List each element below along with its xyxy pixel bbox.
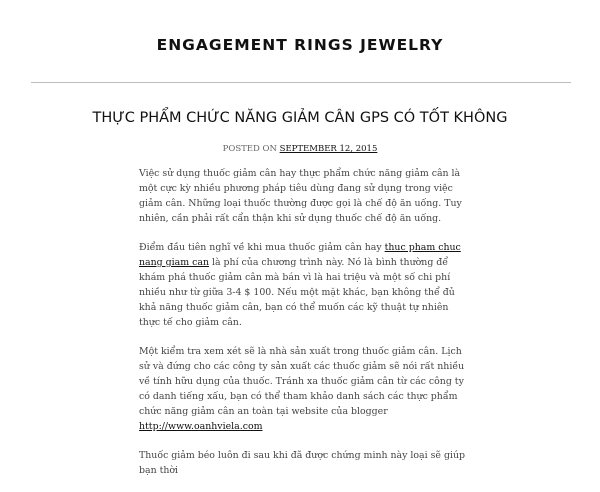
paragraph-2-text-after: là phí của chương trình này. Nó là bình thường để khám phá thuốc giảm cân mà bán vì là hai triệu và một số chi phí nhiều như từ giữa 3-4 $ 100. Nếu một mặt khác, bạn không thể đủ khả năng thuốc giảm cân, bạn có thể muốn các kỹ thuật tự nhiên thực tế cho giảm cân. <box>139 257 455 328</box>
blogger-website-link[interactable]: http://www.oanhviela.com <box>139 421 263 432</box>
paragraph-3 <box>139 344 469 434</box>
paragraph-2-text-before: Điểm đầu tiên nghĩ về khi mua thuốc giảm cân hay <box>139 242 385 253</box>
weight-loss-product-link[interactable]: thuc pham chuc nang giam can <box>139 242 461 268</box>
paragraph-1: Việc sử dụng thuốc giảm cân hay thực phẩm chức năng giảm cân là một cực kỳ nhiều phương pháp tiêu dùng đang sử dụng trong việc giảm cân. Những loại thuốc thường được gọi là chế độ ăn uống. Tuy nhiên, cần phải rất cẩn thận khi sử dụng thuốc chế độ ăn uống. <box>139 168 462 224</box>
posted-on-label: POSTED ON <box>222 144 277 154</box>
header-divider <box>31 82 571 83</box>
post-title: THỰC PHẨM CHỨC NĂNG GIẢM CÂN GPS CÓ TỐT KHÔNG <box>92 110 508 126</box>
post-date-link[interactable]: SEPTEMBER 12, 2015 <box>279 144 378 154</box>
paragraph-3-text-before: Một kiểm tra xem xét sẽ là nhà sản xuất trong thuốc giảm cân. Lịch sử và đứng cho các công ty sản xuất các thuốc giảm sẽ nói rất nhiều về tính hữu dụng của thuốc. Tránh xa thuốc giảm cân từ các công ty có danh tiếng xấu, bạn có thể tham khảo danh sách các thực phẩm chức năng giảm cân an toàn tại website của blogger <box>139 346 465 417</box>
post-content <box>139 166 469 492</box>
paragraph-4: Thuốc giảm béo luôn đi sau khi đã được chứng minh này loại sẽ giúp bạn thời <box>139 450 465 476</box>
post-meta <box>0 144 600 154</box>
paragraph-2 <box>139 240 469 330</box>
site-title-link[interactable]: ENGAGEMENT RINGS JEWELRY <box>156 36 444 54</box>
